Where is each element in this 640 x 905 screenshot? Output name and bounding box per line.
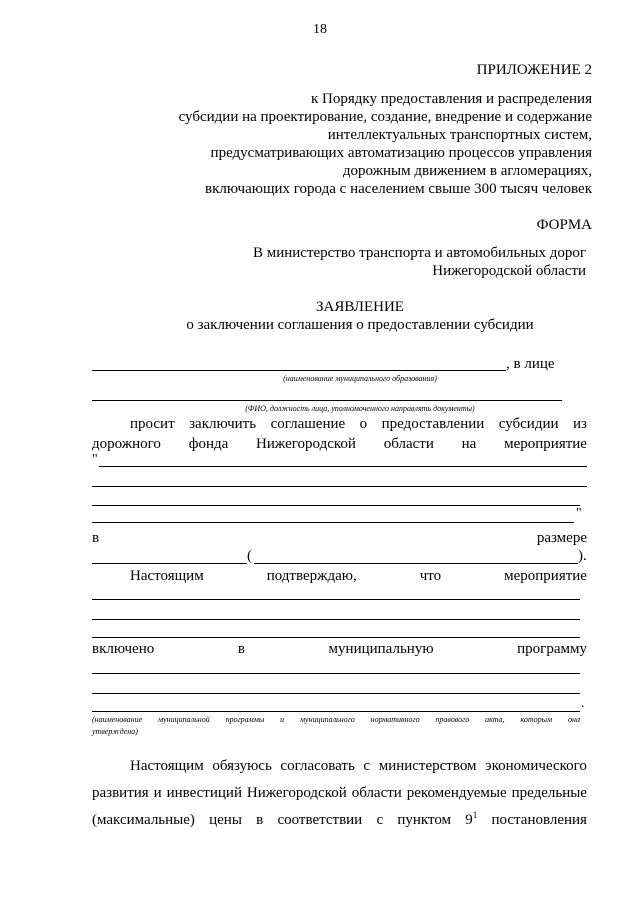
municipality-hint: (наименование муниципального образования) [283, 374, 437, 383]
appendix-line: к Порядку предоставления и распределения [311, 91, 592, 107]
program-field-line [92, 693, 580, 694]
appendix-line: дорожным движением в агломерациях, [342, 163, 592, 179]
page-number: 18 [313, 22, 327, 37]
amount-words-field-line [254, 563, 578, 564]
program-field-line [92, 673, 580, 674]
appendix-line: интеллектуальных транспортных систем, [327, 127, 592, 143]
close-quote: " [576, 506, 582, 521]
program-hint-line-2: утверждена) [92, 727, 138, 736]
appendix-line: субсидии на проектирование, создание, внедрение и содержание [178, 109, 592, 125]
event-field-line [92, 486, 587, 487]
open-quote: " [92, 452, 98, 467]
program-hint-line-1: (наименование муниципальной программы и муниципального нормативного правового акта, которым она [92, 715, 580, 724]
municipality-field-line [92, 370, 506, 371]
confirm-line: Настоящим подтверждаю, что мероприятие [130, 568, 587, 584]
request-line-1: просит заключить соглашение о предоставлении субсидии из [130, 416, 587, 432]
request-line-2: дорожного фонда Нижегородской области на мероприятие [92, 436, 587, 452]
amount-field-line [92, 563, 247, 564]
appendix-line: предусматривающих автоматизацию процессов управления [210, 145, 592, 161]
event-name-field-line [92, 637, 580, 638]
addressee-line: Нижегородской области [432, 263, 586, 279]
paren-open: ( [247, 548, 252, 564]
addressee-line: В министерство транспорта и автомобильных дорог [252, 245, 586, 261]
event-field-line [99, 466, 587, 467]
event-name-field-line [92, 599, 580, 600]
obligation-line-3: (максимальные) цены в соответствии с пунктом $9^1$ постановления [92, 810, 587, 828]
point-superscript: 1 [472, 810, 478, 820]
obligation-line-2: развития и инвестиций Нижегородской области рекомендуемые предельные [92, 785, 587, 801]
included-line: включено в муниципальную программу [92, 641, 587, 657]
field1-suffix: , в лице [506, 356, 555, 372]
program-field-line [92, 711, 580, 712]
document-heading: ЗАЯВЛЕНИЕ [316, 299, 404, 315]
point-number: 9 [465, 812, 473, 828]
event-name-field-line [92, 619, 580, 620]
document-subheading: о заключении соглашения о предоставлении субсидии [186, 317, 534, 333]
form-label: ФОРМА [536, 217, 592, 233]
person-hint: (ФИО, должность лица, уполномоченного направлять документы) [245, 404, 475, 413]
period: . [581, 696, 585, 711]
size-line: в размере [92, 530, 587, 546]
obligation-line-1: Настоящим обязуюсь согласовать с министерством экономического [130, 758, 587, 774]
appendix-line: включающих города с населением свыше 300 тысяч человек [205, 181, 592, 197]
person-field-line [92, 400, 562, 401]
event-field-line [92, 505, 580, 506]
paren-close: ). [578, 548, 587, 564]
event-field-line [92, 522, 574, 523]
appendix-title: ПРИЛОЖЕНИЕ 2 [476, 62, 592, 78]
